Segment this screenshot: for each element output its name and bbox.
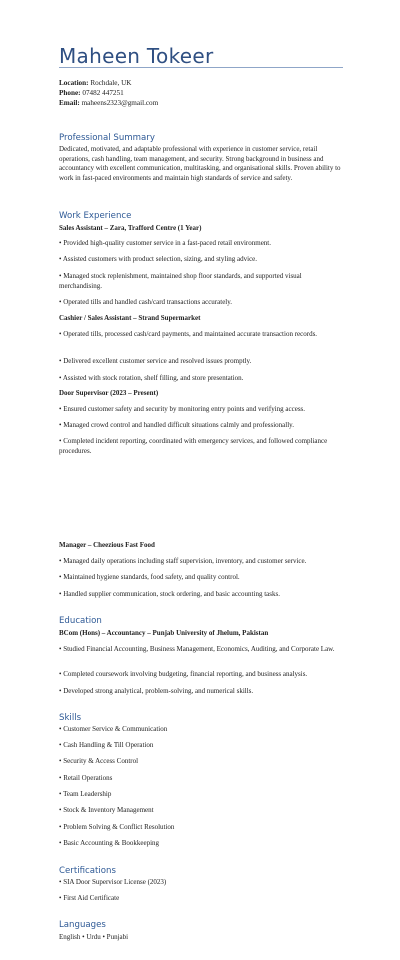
summary-heading: Professional Summary [59,133,155,143]
education-heading: Education [59,616,102,626]
location-value: Rochdale, UK [90,79,132,87]
list-item: • Ensured customer safety and security by monitoring entry points and verifying access. [59,405,306,413]
phone-label: Phone: [59,89,81,97]
list-item: • Provided high-quality customer service in a fast-paced retail environment. [59,239,271,247]
job-title-strand: Cashier / Sales Assistant – Strand Supermarket [59,314,201,322]
contact-location [59,78,131,88]
list-item: • Maintained hygiene standards, food safety, and quality control. [59,573,240,581]
list-item: • Assisted customers with product selection, sizing, and styling advice. [59,255,258,263]
list-item: • Cash Handling & Till Operation [59,741,154,749]
location-label: Location: [59,79,89,87]
job-title-zara: Sales Assistant – Zara, Trafford Centre (1 Year) [59,224,202,232]
phone-value: 07482 447251 [82,89,124,97]
list-item: • Operated tills, processed cash/card payments, and maintained accurate transaction records. [59,330,318,338]
list-item: • Customer Service & Communication [59,725,168,733]
list-item: • Managed crowd control and handled difficult situations calmly and professionally. [59,421,294,429]
summary-text: Dedicated, motivated, and adaptable professional with experience in customer service, retail operations, cash handling, team management, and security. Strong background in business and accountancy with excellent communication, multitasking, and organisational skills. Proven ability to work in fast-paced environments and maintain high standards of service and safety. [59,145,341,182]
header-divider [59,67,343,68]
languages-text: English • Urdu • Punjabi [59,933,129,941]
contact-email [59,98,158,108]
experience-heading: Work Experience [59,211,132,221]
list-item: • Completed coursework involving budgeting, financial reporting, and business analysis. [59,670,308,678]
list-item: • Developed strong analytical, problem-solving, and numerical skills. [59,687,254,695]
list-item: • Assisted with stock rotation, shelf filling, and store presentation. [59,374,244,382]
list-item: • Delivered excellent customer service and resolved issues promptly. [59,357,252,365]
list-item: • Studied Financial Accounting, Business Management, Economics, Auditing, and Corporate Law. [59,645,335,653]
candidate-name: Maheen Tokeer [59,44,214,68]
email-label: Email: [59,99,80,107]
list-item: • Security & Access Control [59,757,139,765]
list-item: • Managed stock replenishment, maintained shop floor standards, and supported visual merchandising. [59,272,302,290]
degree-title: BCom (Hons) – Accountancy – Punjab University of Jhelum, Pakistan [59,629,269,637]
list-item: • First Aid Certificate [59,894,120,902]
certifications-heading: Certifications [59,866,116,876]
contact-phone [59,88,124,98]
list-item: • Managed daily operations including staff supervision, inventory, and customer service. [59,557,307,565]
list-item: • Operated tills and handled cash/card transactions accurately. [59,298,233,306]
list-item: • Problem Solving & Conflict Resolution [59,823,175,831]
list-item: • Handled supplier communication, stock ordering, and basic accounting tasks. [59,590,280,598]
job-title-cheezious: Manager – Cheezious Fast Food [59,541,155,549]
list-item: • Completed incident reporting, coordinated with emergency services, and followed compliance procedures. [59,437,328,455]
list-item: • Retail Operations [59,774,113,782]
skills-heading: Skills [59,713,82,723]
email-value[interactable]: maheens2323@gmail.com [81,99,159,107]
list-item: • Stock & Inventory Management [59,806,154,814]
job-title-door-supervisor: Door Supervisor (2023 – Present) [59,389,159,397]
list-item: • Team Leadership [59,790,112,798]
list-item: • SIA Door Supervisor License (2023) [59,878,167,886]
languages-heading: Languages [59,920,106,930]
list-item: • Basic Accounting & Bookkeeping [59,839,160,847]
